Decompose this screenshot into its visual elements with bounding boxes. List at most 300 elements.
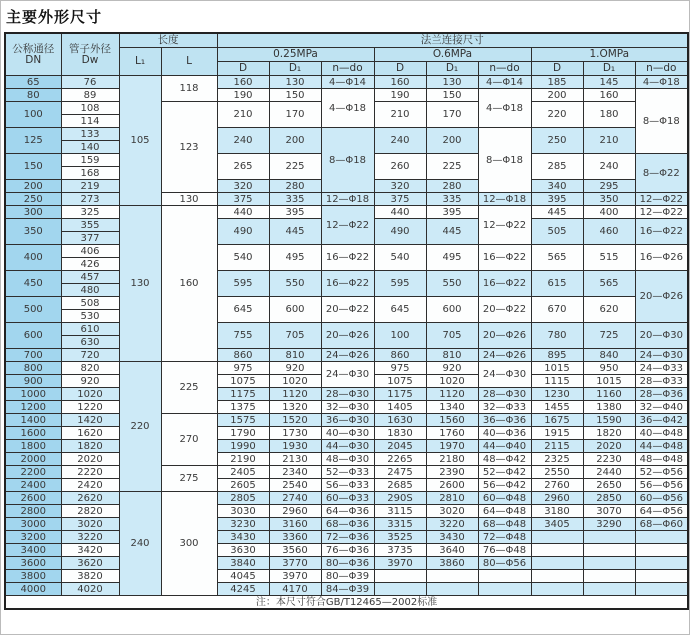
table-cell: 44—Φ48 [635, 440, 688, 453]
table-cell: 1970 [426, 440, 478, 453]
table-cell: 3430 [426, 531, 478, 544]
table-cell: 2265 [374, 453, 426, 466]
table-cell: 1015 [583, 375, 635, 388]
table-body [5, 76, 688, 596]
table-cell: 28—Φ30 [321, 388, 374, 401]
table-cell: 2810 [426, 492, 478, 505]
table-row [5, 349, 688, 362]
table-cell: 1020 [269, 375, 321, 388]
table-cell: 395 [269, 206, 321, 219]
table-row [5, 76, 688, 89]
table-cell: 3230 [217, 518, 269, 531]
table-cell: 20—Φ22 [321, 297, 374, 323]
table-cell: 1790 [217, 427, 269, 440]
table-cell: 1675 [531, 414, 583, 427]
dn-cell: 80 [5, 89, 61, 102]
table-cell: 145 [583, 76, 635, 89]
table-cell: 170 [426, 102, 478, 128]
table-cell: 56—Φ42 [478, 479, 531, 492]
table-cell: 76—Φ36 [321, 544, 374, 557]
table-cell: 335 [269, 193, 321, 206]
table-cell: 8—Φ18 [478, 128, 531, 193]
table-cell [531, 544, 583, 557]
table-cell: 32—Φ33 [478, 401, 531, 414]
table-cell: 2620 [61, 492, 119, 505]
table-cell: 1115 [531, 375, 583, 388]
table-cell: 780 [531, 323, 583, 349]
table-cell: 16—Φ22 [478, 245, 531, 271]
table-row [5, 505, 688, 518]
table-cell: 2960 [269, 505, 321, 518]
table-cell: 60—Φ33 [321, 492, 374, 505]
table-cell: 12—Φ22 [321, 206, 374, 245]
col-header-dn [5, 33, 61, 76]
table-cell: 3115 [374, 505, 426, 518]
table-cell: 395 [531, 193, 583, 206]
table-cell: 60—Φ56 [635, 492, 688, 505]
table-cell: 1175 [374, 388, 426, 401]
table-cell: 810 [426, 349, 478, 362]
dn-cell: 2400 [5, 479, 61, 492]
table-row [5, 128, 688, 141]
table-cell: 80—Φ36 [321, 557, 374, 570]
table-cell: 1520 [269, 414, 321, 427]
table-cell: 2405 [217, 466, 269, 479]
table-cell: 4—Φ14 [321, 76, 374, 89]
table-cell: 200 [426, 128, 478, 154]
table-cell: 2390 [426, 466, 478, 479]
table-row [5, 401, 688, 414]
table-cell: 3030 [217, 505, 269, 518]
table-cell: 705 [426, 323, 478, 349]
table-cell: 320 [374, 180, 426, 193]
table-cell: 150 [426, 89, 478, 102]
table-cell: 3070 [583, 505, 635, 518]
table-cell: 3630 [217, 544, 269, 557]
table-cell: 48—Φ30 [321, 453, 374, 466]
table-cell: 375 [374, 193, 426, 206]
col-header-pressure-10: 1.OMPa [531, 48, 688, 62]
table-cell: 3560 [269, 544, 321, 557]
table-cell: 565 [583, 271, 635, 297]
table-cell: 40—Φ48 [635, 427, 688, 440]
col-header-dn-code: DN [25, 53, 42, 66]
table-row [5, 453, 688, 466]
table-cell: 4—Φ18 [635, 76, 688, 89]
table-cell: 108 [61, 102, 119, 115]
table-cell: 80—Φ56 [478, 557, 531, 570]
table-cell: 3020 [61, 518, 119, 531]
table-cell: 3970 [374, 557, 426, 570]
table-cell: 1630 [374, 414, 426, 427]
table-cell: 2020 [583, 440, 635, 453]
table-cell: 190 [374, 89, 426, 102]
table-cell: 275 [161, 466, 217, 492]
table-row [5, 531, 688, 544]
table-row [5, 271, 688, 284]
table-cell: 445 [531, 206, 583, 219]
table-cell: 76—Φ48 [478, 544, 531, 557]
table-cell: 595 [374, 271, 426, 297]
table-row [5, 492, 688, 505]
table-cell: 20—Φ26 [635, 271, 688, 323]
dn-cell: 250 [5, 193, 61, 206]
table-cell: 4—Φ18 [321, 89, 374, 128]
table-cell: 480 [61, 284, 119, 297]
table-cell [531, 557, 583, 570]
table-row [5, 193, 688, 206]
dn-cell: 125 [5, 128, 61, 154]
table-cell: 755 [217, 323, 269, 349]
dn-cell: 150 [5, 154, 61, 180]
table-cell: 160 [583, 89, 635, 102]
table-cell: 12—Φ22 [635, 193, 688, 206]
table-cell: 295 [583, 180, 635, 193]
table-cell: 1760 [426, 427, 478, 440]
table-cell: 12—Φ18 [321, 193, 374, 206]
col-header-pressure-025: 0.25MPa [217, 48, 374, 62]
table-cell [583, 570, 635, 583]
table-cell: 68—Φ36 [321, 518, 374, 531]
table-cell [374, 583, 426, 596]
table-cell: 1160 [583, 388, 635, 401]
table-cell: 495 [269, 245, 321, 271]
table-row [5, 245, 688, 258]
table-cell: 28—Φ36 [635, 388, 688, 401]
table-cell: 355 [61, 219, 119, 232]
table-cell: 20—Φ30 [635, 323, 688, 349]
table-cell: 24—Φ26 [478, 349, 531, 362]
table-cell: 4—Φ14 [478, 76, 531, 89]
table-cell: 2960 [531, 492, 583, 505]
table-row [5, 557, 688, 570]
table-cell: 3405 [531, 518, 583, 531]
dn-cell: 2200 [5, 466, 61, 479]
table-cell: 920 [61, 375, 119, 388]
table-cell: 426 [61, 258, 119, 271]
table-cell: 44—Φ40 [478, 440, 531, 453]
table-cell: 3290 [583, 518, 635, 531]
table-cell: 3160 [269, 518, 321, 531]
table-cell: 72—Φ36 [321, 531, 374, 544]
table-cell [635, 583, 688, 596]
table-cell: 220 [119, 362, 161, 492]
table-cell: 36—Φ30 [321, 414, 374, 427]
table-cell: 975 [374, 362, 426, 375]
table-cell: 219 [61, 180, 119, 193]
table-cell: 2180 [426, 453, 478, 466]
table-cell: 610 [61, 323, 119, 336]
table-cell: 540 [374, 245, 426, 271]
table-row [5, 479, 688, 492]
table-cell: 48—Φ42 [478, 453, 531, 466]
table-cell: 8—Φ18 [321, 128, 374, 193]
table-cell: 377 [61, 232, 119, 245]
table-cell: 64—Φ48 [478, 505, 531, 518]
table-cell: 150 [269, 89, 321, 102]
table-cell: 810 [269, 349, 321, 362]
table-cell: 860 [217, 349, 269, 362]
table-cell: 270 [161, 414, 217, 466]
table-cell: 1820 [61, 440, 119, 453]
dn-cell: 800 [5, 362, 61, 375]
table-row [5, 466, 688, 479]
table-cell: 200 [269, 128, 321, 154]
table-cell: 64—Φ56 [635, 505, 688, 518]
table-cell: 895 [531, 349, 583, 362]
dn-cell: 1200 [5, 401, 61, 414]
col-header-d: D [531, 62, 583, 76]
table-cell: 170 [269, 102, 321, 128]
table-cell: 1075 [217, 375, 269, 388]
dn-cell: 2600 [5, 492, 61, 505]
table-cell: 3735 [374, 544, 426, 557]
table-cell: 440 [374, 206, 426, 219]
table-cell [478, 570, 531, 583]
col-header-l1: L₁ [119, 48, 161, 76]
table-cell: 505 [531, 219, 583, 245]
table-cell: 240 [217, 128, 269, 154]
table-cell: 1340 [426, 401, 478, 414]
table-row [5, 440, 688, 453]
dn-cell: 3400 [5, 544, 61, 557]
table-cell: 440 [217, 206, 269, 219]
dn-cell: 4000 [5, 583, 61, 596]
table-cell: 16—Φ22 [635, 219, 688, 245]
table-cell: 285 [531, 154, 583, 180]
table-cell: 920 [269, 362, 321, 375]
table-cell: 1220 [61, 401, 119, 414]
table-cell: 24—Φ30 [478, 362, 531, 388]
col-header-d: D [217, 62, 269, 76]
table-cell: 185 [531, 76, 583, 89]
table-cell [583, 544, 635, 557]
dn-cell: 3000 [5, 518, 61, 531]
table-row [5, 518, 688, 531]
dn-cell: 500 [5, 297, 61, 323]
table-cell: 595 [217, 271, 269, 297]
table-cell: 20—Φ26 [321, 323, 374, 349]
col-header-length: 长度 [119, 33, 217, 48]
dn-cell: 100 [5, 102, 61, 128]
table-cell: 3860 [426, 557, 478, 570]
table-cell [635, 570, 688, 583]
table-cell: 200 [531, 89, 583, 102]
table-cell: 630 [61, 336, 119, 349]
table-cell: 4045 [217, 570, 269, 583]
table-cell: S6—Φ33 [321, 479, 374, 492]
dn-cell: 1600 [5, 427, 61, 440]
table-cell: 4020 [61, 583, 119, 596]
table-cell: 3525 [374, 531, 426, 544]
table-cell: 540 [217, 245, 269, 271]
table-cell: 240 [374, 128, 426, 154]
dn-cell: 300 [5, 206, 61, 219]
table-cell: 2805 [217, 492, 269, 505]
table-cell: 52—Φ33 [321, 466, 374, 479]
standard-note: 注：本尺寸符合GB/T12465—2002标准 [5, 596, 688, 610]
table-cell: 225 [426, 154, 478, 180]
table-cell: 240 [583, 154, 635, 180]
table-cell: 1990 [217, 440, 269, 453]
table-cell: 68—Φ48 [478, 518, 531, 531]
col-header-l: L [161, 48, 217, 76]
table-cell: 280 [426, 180, 478, 193]
table-cell: 2045 [374, 440, 426, 453]
table-cell: 190 [217, 89, 269, 102]
page-title: 主要外形尺寸 [6, 8, 103, 26]
table-row [5, 297, 688, 310]
table-cell: 508 [61, 297, 119, 310]
table-cell: 530 [61, 310, 119, 323]
col-header-flange: 法兰连接尺寸 [217, 33, 688, 48]
table-cell: 3820 [61, 570, 119, 583]
col-header-dw-code: Dw [81, 53, 99, 66]
table-row [5, 570, 688, 583]
table-cell: 1230 [531, 388, 583, 401]
dimensions-table [4, 32, 689, 610]
table-row [5, 427, 688, 440]
table-cell: 24—Φ30 [321, 362, 374, 388]
table-cell: 52—Φ42 [478, 466, 531, 479]
table-cell: 3970 [269, 570, 321, 583]
table-cell: 3020 [426, 505, 478, 518]
table-cell [531, 570, 583, 583]
table-cell: 2230 [583, 453, 635, 466]
table-cell: 36—Φ42 [635, 414, 688, 427]
table-cell: 615 [531, 271, 583, 297]
table-cell: 123 [161, 102, 217, 193]
table-cell: 490 [217, 219, 269, 245]
table-cell: 406 [61, 245, 119, 258]
table-cell: 240 [119, 492, 161, 596]
table-cell: 4170 [269, 583, 321, 596]
table-cell: 565 [531, 245, 583, 271]
table-cell: 64—Φ36 [321, 505, 374, 518]
table-cell: 320 [217, 180, 269, 193]
table-row [5, 388, 688, 401]
table-cell: 1405 [374, 401, 426, 414]
table-cell [531, 583, 583, 596]
table-cell [583, 557, 635, 570]
table-cell: 3430 [217, 531, 269, 544]
table-cell: 1830 [374, 427, 426, 440]
table-cell: 28—Φ30 [478, 388, 531, 401]
table-cell: 273 [61, 193, 119, 206]
table-cell: 1020 [426, 375, 478, 388]
table-cell: 2340 [269, 466, 321, 479]
table-cell: 133 [61, 128, 119, 141]
table-header [5, 33, 688, 76]
table-cell: 84—Φ39 [321, 583, 374, 596]
table-cell: 2115 [531, 440, 583, 453]
col-header-d1: D₁ [269, 62, 321, 76]
table-cell: 140 [61, 141, 119, 154]
dn-cell: 200 [5, 180, 61, 193]
table-cell: 975 [217, 362, 269, 375]
table-cell: 495 [426, 245, 478, 271]
table-cell: 36—Φ36 [478, 414, 531, 427]
table-cell: 2540 [269, 479, 321, 492]
table-cell: 8—Φ18 [635, 89, 688, 154]
table-cell: 32—Φ40 [635, 401, 688, 414]
dn-cell: 600 [5, 323, 61, 349]
table-cell: 2220 [61, 466, 119, 479]
table-cell: 180 [583, 102, 635, 128]
table-cell: 950 [583, 362, 635, 375]
table-cell: 335 [426, 193, 478, 206]
table-cell: 3315 [374, 518, 426, 531]
col-header-dw-cn: 管子外径 [69, 42, 111, 55]
table-cell: 1020 [61, 388, 119, 401]
table-cell: 550 [269, 271, 321, 297]
table-cell: 1930 [269, 440, 321, 453]
table-cell: 460 [583, 219, 635, 245]
table-cell: 445 [269, 219, 321, 245]
table-cell: 40—Φ30 [321, 427, 374, 440]
col-header-pressure-06: O.6MPa [374, 48, 531, 62]
table-cell: 2685 [374, 479, 426, 492]
table-cell: 2650 [583, 479, 635, 492]
table-cell: 130 [269, 76, 321, 89]
dn-cell: 1800 [5, 440, 61, 453]
table-cell: 16—Φ22 [478, 271, 531, 297]
table-cell: 490 [374, 219, 426, 245]
table-cell: 72—Φ48 [478, 531, 531, 544]
col-header-dn-cn: 公称通径 [12, 42, 55, 55]
table-cell: 24—Φ26 [321, 349, 374, 362]
table-cell: 76 [61, 76, 119, 89]
table-cell: 114 [61, 115, 119, 128]
table-cell: 3220 [426, 518, 478, 531]
table-cell: 1120 [269, 388, 321, 401]
table-cell: 600 [426, 297, 478, 323]
table-cell: 3840 [217, 557, 269, 570]
table-cell: 20—Φ22 [478, 297, 531, 323]
table-cell: 56—Φ56 [635, 479, 688, 492]
table-cell: 1380 [583, 401, 635, 414]
table-cell [635, 531, 688, 544]
table-cell: 68—Φ60 [635, 518, 688, 531]
table-cell: 160 [161, 206, 217, 362]
table-cell: 210 [217, 102, 269, 128]
table-cell: 159 [61, 154, 119, 167]
dn-cell: 400 [5, 245, 61, 271]
table-cell: 300 [161, 492, 217, 596]
table-cell: 3180 [531, 505, 583, 518]
table-row [5, 544, 688, 557]
table-cell: 350 [583, 193, 635, 206]
table-cell: 105 [119, 76, 161, 206]
table-cell: 220 [531, 102, 583, 128]
table-cell: 860 [374, 349, 426, 362]
col-header-d: D [374, 62, 426, 76]
dn-cell: 3600 [5, 557, 61, 570]
table-cell [583, 531, 635, 544]
table-row [5, 206, 688, 219]
table-cell: 2020 [61, 453, 119, 466]
table-cell: 2550 [531, 466, 583, 479]
table-cell: 210 [374, 102, 426, 128]
table-cell: 3220 [61, 531, 119, 544]
table-cell: 16—Φ26 [635, 245, 688, 271]
table-cell: 445 [426, 219, 478, 245]
table-cell: 48—Φ48 [635, 453, 688, 466]
table-cell [374, 570, 426, 583]
table-cell: 2130 [269, 453, 321, 466]
col-header-ndo: n—do [478, 62, 531, 76]
table-cell: 280 [269, 180, 321, 193]
